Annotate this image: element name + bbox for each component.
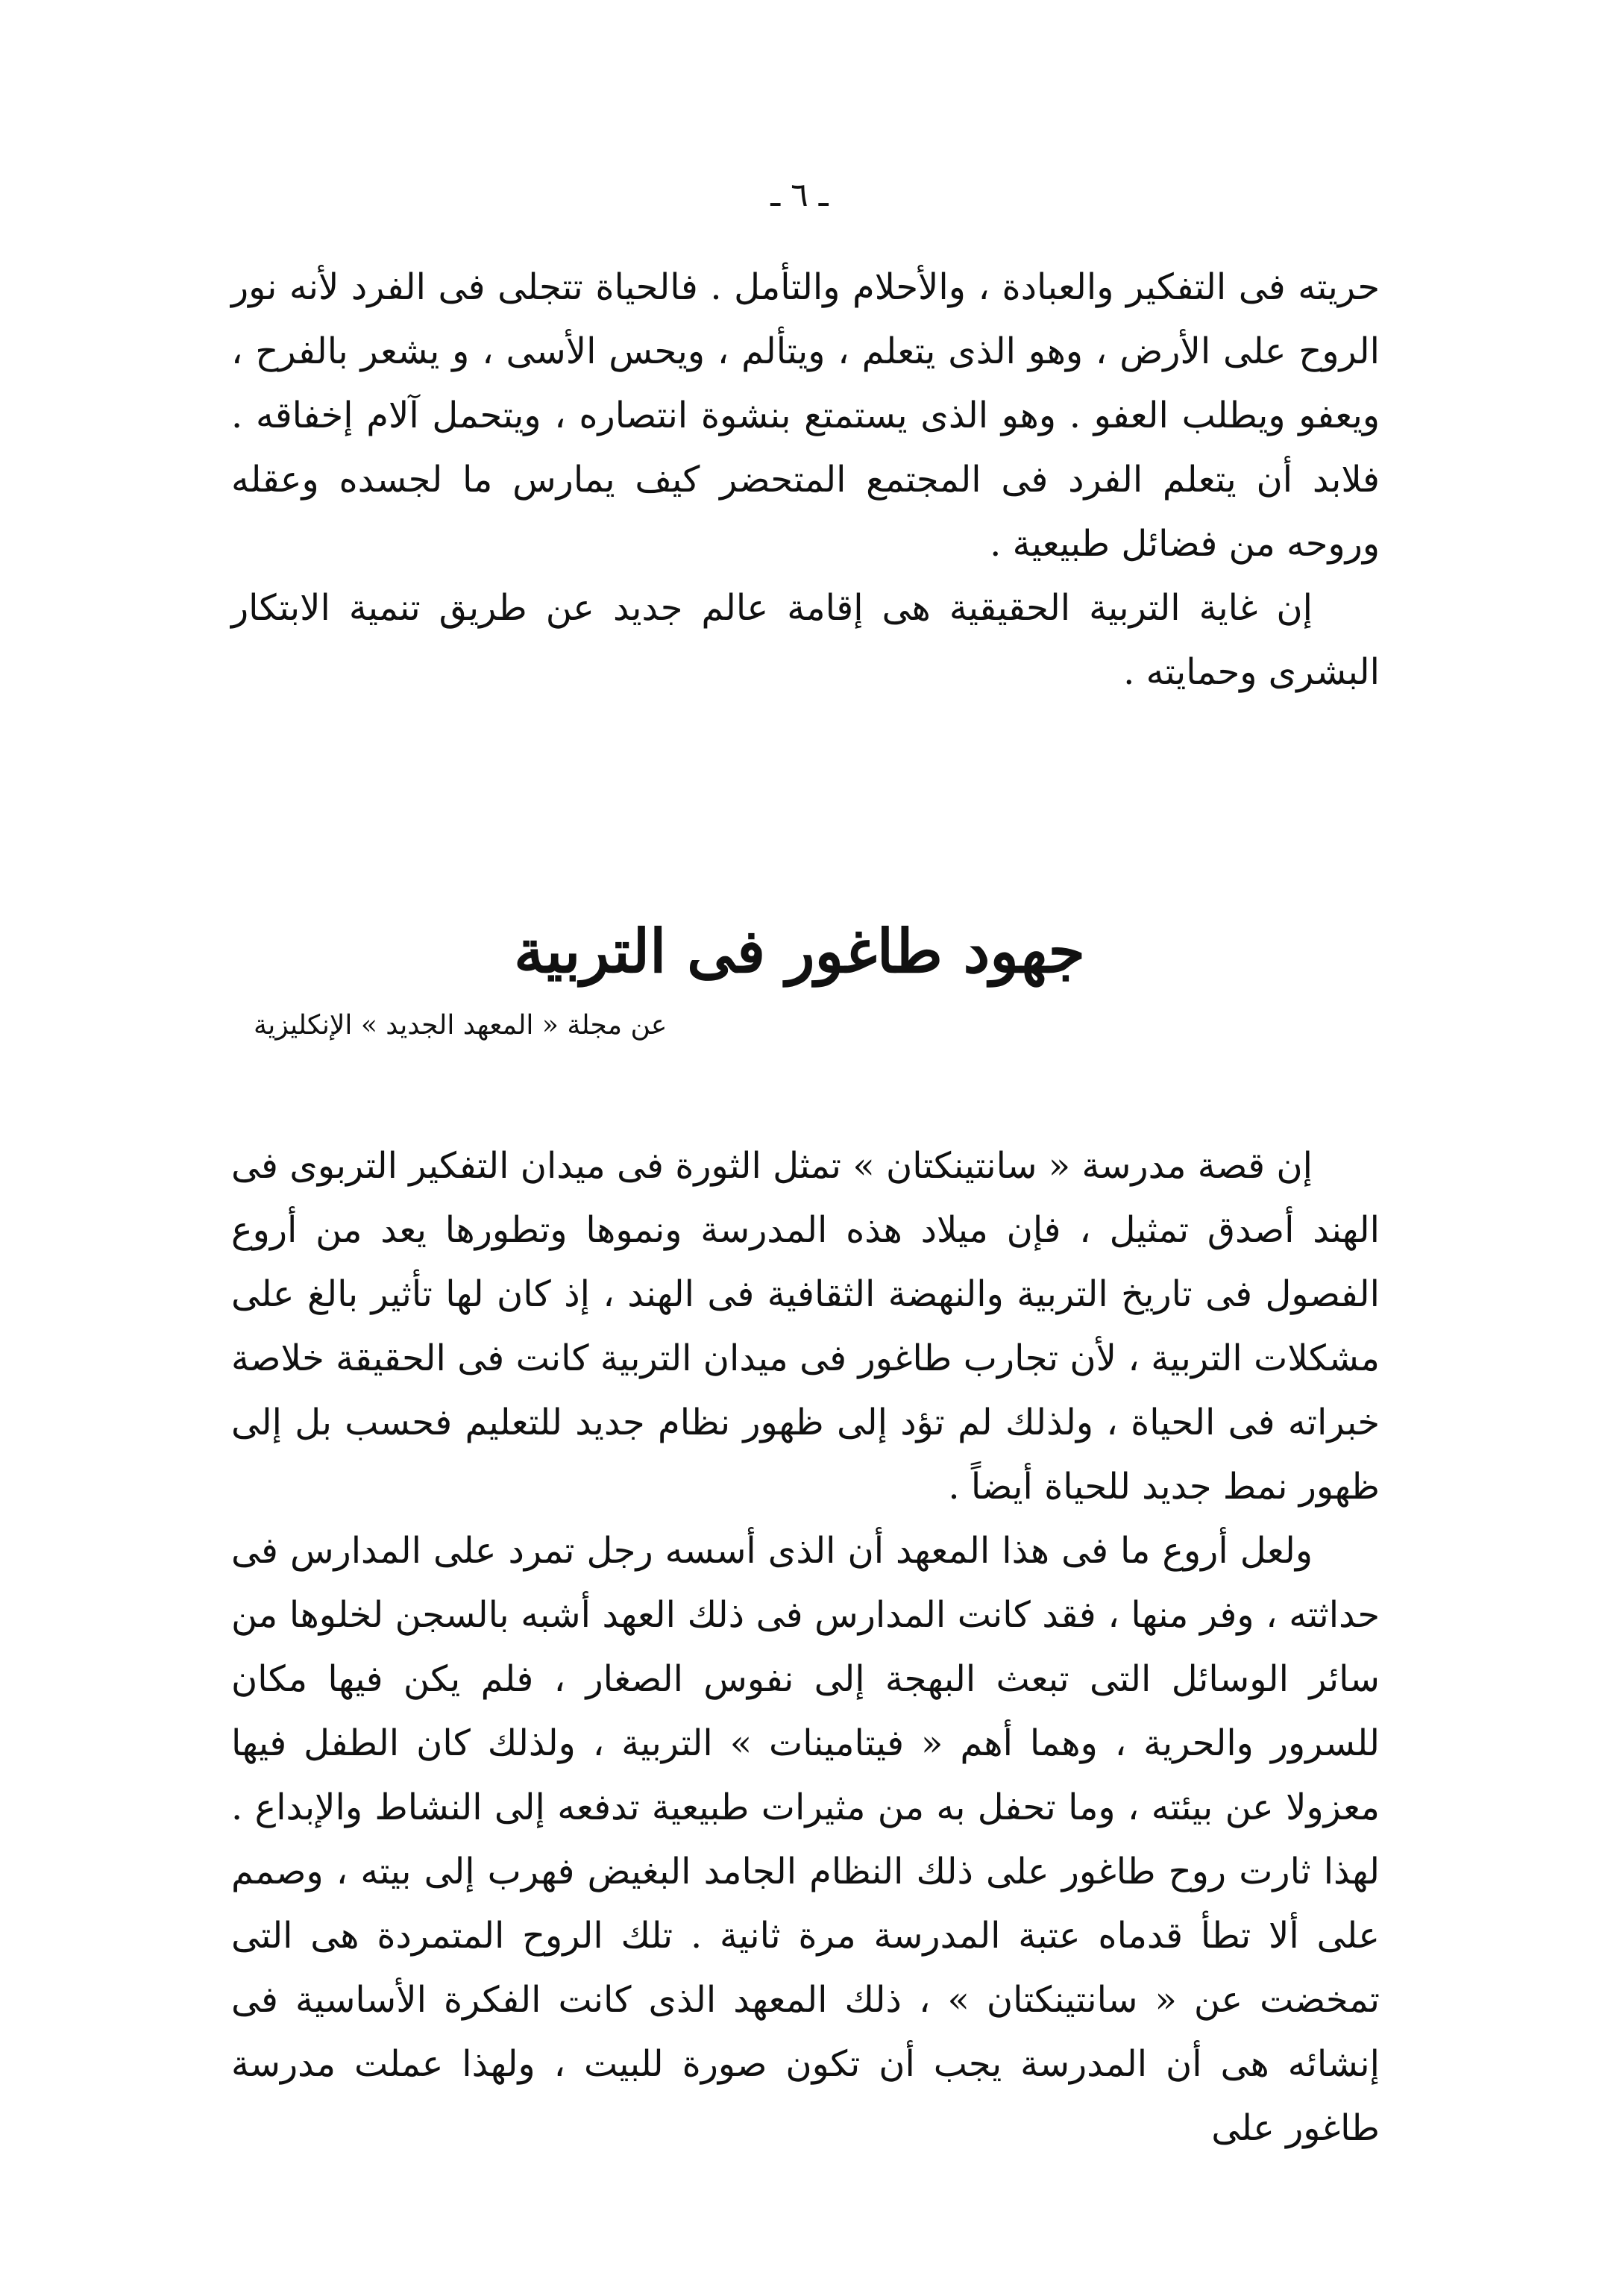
top-text-section	[231, 255, 1380, 704]
paragraph: إن غاية التربية الحقيقية هى إقامة عالم جديد عن طريق تنمية الابتكار البشرى وحمايته .	[231, 587, 1380, 693]
article-title: جهود طاغور فى التربية	[514, 916, 1085, 986]
paragraph: حريته فى التفكير والعبادة ، والأحلام والتأمل . فالحياة تتجلى فى الفرد لأنه نور الروح على الأرض ، وهو الذى يتعلم ، ويتألم ، ويحس الأسى ، و يشعر بالفرح ، ويعفو ويطلب العفو . وهو الذى يستمتع بنشوة انتصاره ، ويتحمل آلام إخفاقه . فلابد أن يتعلم الفرد فى المجتمع المتحضر كيف يمارس ما لجسده وعقله وروحه من فضائل طبيعية .	[231, 266, 1380, 565]
paragraph: إن قصة مدرسة « سانتينكتان » تمثل الثورة فى ميدان التفكير التربوى فى الهند أصدق تمثيل ، فإن ميلاد هذه المدرسة ونموها وتطورها يعد من أروع الفصول فى تاريخ التربية والنهضة الثقافية فى الهند ، إذ كان لها تأثير بالغ على مشكلات التربية ، لأن تجارب طاغور فى ميدان التربية كانت فى الحقيقة خلاصة خبراته فى الحياة ، ولذلك لم تؤد إلى ظهور نظام جديد للتعليم فحسب بل إلى ظهور نمط جديد للحياة أيضاً .	[231, 1145, 1380, 1508]
article-source: عن مجلة « المعهد الجديد » الإنكليزية	[254, 1010, 667, 1041]
paragraph: ولعل أروع ما فى هذا المعهد أن الذى أسسه رجل تمرد على المدارس فى حداثته ، وفر منها ، فقد كانت المدارس فى ذلك العهد أشبه بالسجن لخلوها من سائر الوسائل التى تبعث البهجة إلى نفوس الصغار ، فلم يكن فيها مكان للسرور والحرية ، وهما أهم « فيتامينات » التربية ، ولذلك كان الطفل فيها معزولا عن بيئته ، وما تحفل به من مثيرات طبيعية تدفعه إلى النشاط والإبداع . لهذا ثارت روح طاغور على ذلك النظام الجامد البغيض فهرب إلى بيته ، وصمم على ألا تطأ قدماه عتبة المدرسة مرة ثانية . تلك الروح المتمردة هى التى تمخضت عن « سانتينكتان » ، ذلك المعهد الذى كانت الفكرة الأساسية فى إنشائه هى أن المدرسة يجب أن تكون صورة للبيت ، ولهذا عملت مدرسة طاغور على	[231, 1530, 1380, 2149]
article-body	[231, 1134, 1380, 2160]
page-number: ـ ٦ ـ	[770, 176, 829, 214]
